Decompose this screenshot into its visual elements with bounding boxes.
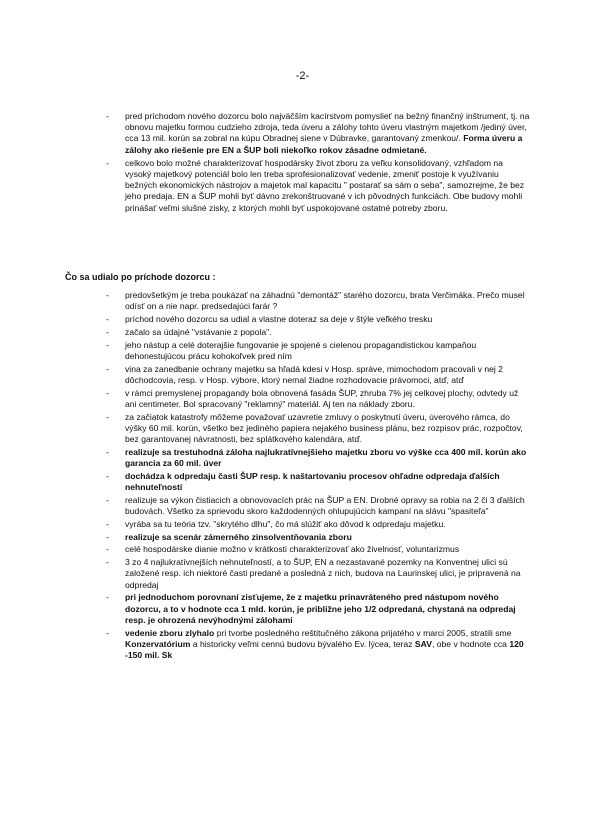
section-heading: Čo sa udialo po príchode dozorcu : [65,272,216,282]
text: začalo sa údajné "vstávanie z popola". [125,326,272,337]
list-item [106,557,531,591]
text: , obe v hodnote cca [431,638,510,649]
text: za začiatok katastrofy môžeme považovať uzavretie zmluvy o poskytnutí úveru, úverového rámca, do výšky 60 mil. korún, všetko bez jediného papiera nejakého business plánu, bez rozpisov prác, rozpočtov, bez garantovanej návratnosti, bez splátkového kalendára, atď. [125,411,523,444]
list-item [106,290,531,312]
bold-text: realizuje sa trestuhodná záloha najlukratívnejšieho majetku zboru vo výške cca 400 mil. korún ako garancia za 60 mil. úver [125,446,527,468]
text: jeho nástup a celé doterajšie fungovanie je spojené s cielenou propagandistickou kampaňou dehonestujúcou prácu kohokoľvek pred ním [125,339,477,361]
intro-list [106,111,531,216]
list-item [106,544,531,555]
list-item [106,447,531,469]
list-item [106,532,531,543]
bold-text: dochádza k odpredaju časti ŠUP resp. k naštartovaniu procesov ohľadne odpredaja ďalších nehnuteľností [125,470,500,492]
bold-text: realizuje sa scenár zámerného zinsolventňovania zboru [125,531,352,542]
list-item [106,327,531,338]
text: pred príchodom nového dozorcu bolo najväčším kacírstvom pomyslieť na bežný finančný inštrument, tj. na obnovu majetku formou cudzieho zdroja, teda úveru a zálohy tohto úveru vlastným majetkom /jediný úver, cca 13 mil. korún sa zobral na kúpu Obradnej siene v Dúbravke, garantovaný zmenkou/. [125,111,530,144]
text: celkovo bolo možné charakterizovať hospodársky život zboru za veľku konsolidovaný, vzhľadom na vysoký majetkový potenciál bolo len treba sprofesionalizovať vedenie, zmeniť postoje k využívaniu bežných ekonomických nástrojov a majetok mal kapacitu " postarať sa sám o seba", samozrejme, že bez jeho predaja. EN a ŠUP mohli byť dávno zrekonštruované v ich pôvodných funkciách. Obe budovy mohli prinášať veľmi slušné zisky, z ktorých mohli byť uspokojované ostatné potreby zboru. [125,157,525,213]
page-number: -2- [295,70,310,82]
list-item [106,471,531,493]
text: vyrába sa tu teória tzv. "skrytého dlhu", čo má slúžiť ako dôvod k odpredaju majetku. [125,518,446,529]
list-item [106,592,531,626]
list-item [106,158,531,214]
text: v rámci premyslenej propagandy bola obnovená fasáda ŠUP, zhruba 7% jej celkovej plochy, odvtedy už ani centimeter. Bol spracovaný "reklamný" materiál. Aj ten na náklady zboru. [125,387,519,409]
list-item [106,340,531,362]
list-item [106,628,531,662]
bold-text: Konzervatórium [125,638,191,649]
list-item [106,519,531,530]
text: 3 zo 4 najlukratívnejších nehnuteľností, a to ŠUP, EN a nezastavané pozemky na Konventnej ulici sú založené resp. ich niektoré časti predané a posledná z nich, budova na Laurinskej ulici, je pripravená na odpredaj [125,557,521,590]
bold-text: vedenie zboru zlyhalo [125,627,215,638]
list-item [106,388,531,410]
text: realizuje sa výkon čistiacich a obnovovacích prác na ŠUP a EN. Drobné opravy sa robia na 2 či 3 ďalších budovách. Všetko za sprievodu skoro každodenných ohlupujúcich kampaní na slávu "spasiteľa" [125,494,525,516]
bold-text: pri jednoduchom porovnaní zisťujeme, že z majetku prinavráteného pred nástupom nového dozorcu, a to v hodnote cca 1 mld. korún, je približne jeho 1/2 odpredaná, chystaná na odpredaj resp. je ohrozená nevýhodnými zálohami [125,592,516,625]
text: pri tvorbe posledného reštitučného zákona prijatého v marci 2005, stratili sme [214,627,512,638]
list-item [106,111,531,156]
list-item [106,314,531,325]
list-item [106,364,531,386]
events-list [106,290,531,663]
text: a historicky veľmi cennú budovu bývalého Ev. lýcea, teraz [190,638,415,649]
text: príchod nového dozorcu sa udial a vlastne doteraz sa deje v štýle veľkého tresku [125,314,433,324]
bold-text: SAV [414,638,432,649]
bold-text: Forma úveru a zálohy ako riešenie pre EN a ŠUP boli niekoľko rokov zásadne odmietané. [125,133,523,155]
bold-text: 120 -150 mil. Sk [125,638,524,660]
text: celé hospodárske dianie možno v krátkosti charakterizovať ako živelnosť, voluntarizmus [125,544,460,555]
text: predovšetkým je treba poukázať na záhadnú "demontáž" starého dozorcu, brata Verčimáka. Prečo musel odísť on a nie napr. predsedajúci farár ? [125,290,525,312]
list-item [106,495,531,517]
list-item [106,412,531,446]
text: vina za zanedbanie ochrany majetku sa hľadá kdesi v Hosp. správe, mimochodom pracovali v nej 2 dôchodcovia, resp. v Hosp. výbore, ktorý nemal žiadne rozhodovacie právomoci, atď, atď [125,363,503,385]
